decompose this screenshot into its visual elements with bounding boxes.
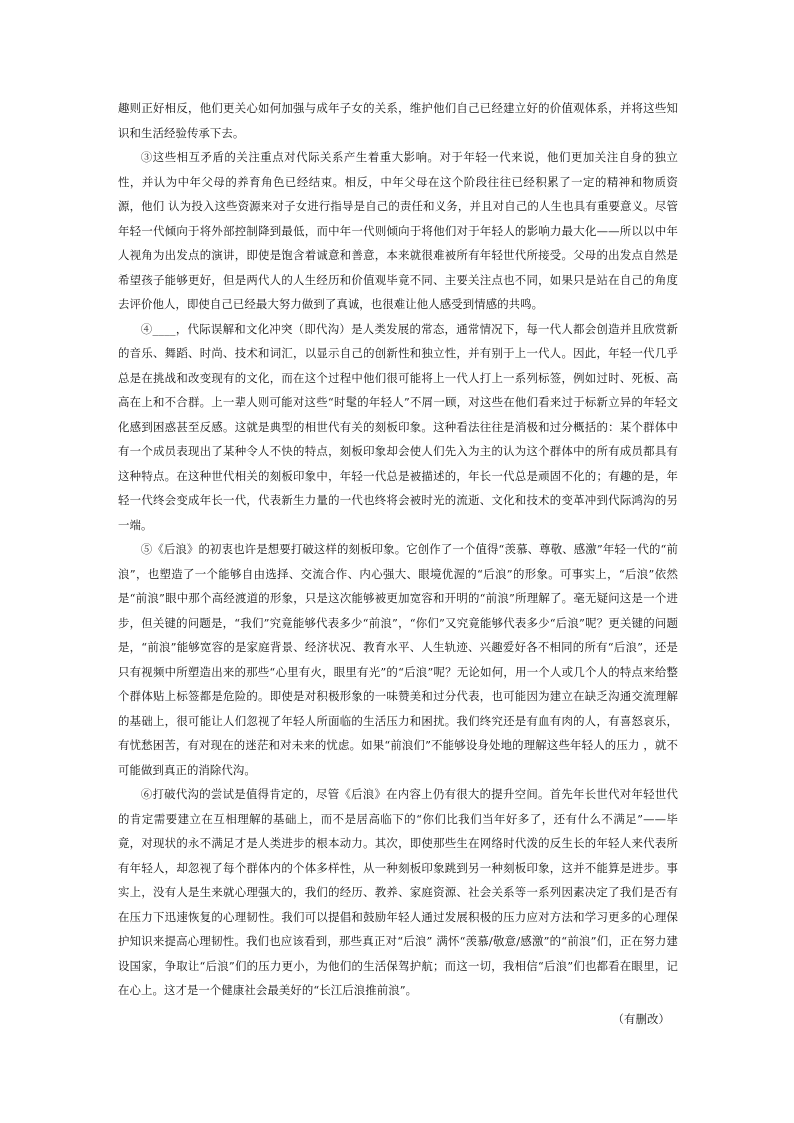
paragraph-continuation: 趣则正好相反，他们更关心如何加强与成年子女的关系，维护他们自己已经建立好的价值观体系，并将这些知识和生活经验传承下去。 xyxy=(118,101,678,140)
paragraph-5: ⑤《后浪》的初衷也许是想要打破这样的刻板印象。它创作了一个值得“羡慕、尊敬、感激”年轻一代的“前浪”，也塑造了一个能够自由选择、交流合作、内心强大、眼境优渥的“后浪”的形象。可事实上，“后浪”依然是“前浪”眼中那个高经渡道的形象，只是这次能够被更加宽容和开明的“前浪”所理解了。毫无疑问这是一个进步，但关键的问题是，“我们”究竟能够代表多少“前浪”，“你们”又究竟能够代表多少“后浪”呢？更关键的问题是，“前浪”能够宽容的是家庭背景、经济状况、教育水平、人生轨迹、兴趣爱好各不相同的所有“后浪”，还是只有视频中所塑造出来的那些“心里有火，眼里有光”的“后浪”呢？无论如何，用一个人或几个人的特点来给整个群体贴上标签都是危险的。即使是对积极形象的一味赞美和过分代表，也可能因为建立在缺乏沟通交流理解的基础上，很可能让人们忽视了年轻人所面临的生活压力和困扰。我们终究还是有血有肉的人，有喜怒哀乐，有忧愁困苦，有对现在的迷茫和对未来的忧虑。如果“前浪们”不能够设身处地的理解这些年轻人的压力 ，就不可能做到真正的消除代沟。 xyxy=(118,542,678,777)
document-page xyxy=(118,96,678,1031)
paragraph-4: ④____，代际误解和文化冲突（即代沟）是人类发展的常态，通常情况下，每一代人都会创造并且欣赏新的音乐、舞蹈、时尚、技术和词汇，以显示自己的创新性和独立性，并有别于上一代人。因此，年轻一代几乎总是在挑战和改变现有的文化，而在这个过程中他们很可能将上一代人打上一系列标签，例如过时、死板、高高在上和不合群。上一辈人则可能对这些“时髦的年轻人”不屑一顾，对这些在他们看来过于标新立异的年轻文化感到困惑甚至反感。这就是典型的相世代有关的刻板印象。这种看法往往是消极和过分概括的：某个群体中有一个成员表现出了某种令人不快的特点，刻板印象却会使人们先入为主的认为这个群体中的所有成员都具有这种特点。在这种世代相关的刻板印象中，年轻一代总是被描述的，年长一代总是顽固不化的；有趣的是，年轻一代终会变成年长一代，代表新生力量的一代也终将会被时光的流逝、文化和技术的变革冲到代际鸿沟的另一端。 xyxy=(118,321,678,532)
source-note: （有删改） xyxy=(612,1011,670,1026)
paragraph-3: ③这些相互矛盾的关注重点对代际关系产生着重大影响。对于年轻一代来说，他们更加关注自身的独立性，并认为中年父母的养育角色已经结束。相反，中年父母在这个阶段往往已经积累了一定的精神和物质资源，他们 认为投入这些资源来对子女进行指导是自己的责任和义务，并且对自己的人生也具有重要意义。尽管年轻一代倾向于将外部控制降到最低，而中年一代则倾向于将他们对于年轻人的影响力最大化——所以以中年人视角为出发点的演讲，即使是饱含着诚意和善意，本来就很难被所有年轻世代所接受。父母的出发点自然是希望孩子能够更好，但是两代人的人生经历和价值观毕竟不同、主要关注点也不同，如果只是站在自己的角度去评价他人，即使自己已经最大努力做到了真诚，也很难让他人感受到情感的共鸣。 xyxy=(118,150,678,311)
paragraph-6: ⑥打破代沟的尝试是值得肯定的，尽管《后浪》在内容上仍有很大的提升空间。首先年长世代对年轻世代的肯定需要建立在互相理解的基础上，而不是居高临下的“你们比我们当年好多了，还有什么不满足”——毕竟，对现状的永不满足才是人类进步的根本动力。其次，即使那些生在网络时代泼的反生长的年轻人来代表所有年轻人，却忽视了每个群体内的个体多样性，从一种刻板印象跳到另一种刻板印象，这并不能算是进步。事实上，没有人是生来就心理强大的，我们的经历、教养、家庭资源、社会关系等一系列因素决定了我们是否有在压力下迅速恢复的心理韧性。我们可以提倡和鼓励年轻人通过发展积极的压力应对方法和学习更多的心理保护知识来提高心理韧性。我们也应该看到，那些真正对“后浪” 满怀“羡慕/敬意/感激”的“前浪”们，正在努力建设国家，争取让“后浪”们的压力更小，为他们的生活保驾护航；而这一切，我相信“后浪”们也都看在眼里，记在心上。这才是一个健康社会最美好的“长江后浪推前浪”。 xyxy=(118,787,678,997)
